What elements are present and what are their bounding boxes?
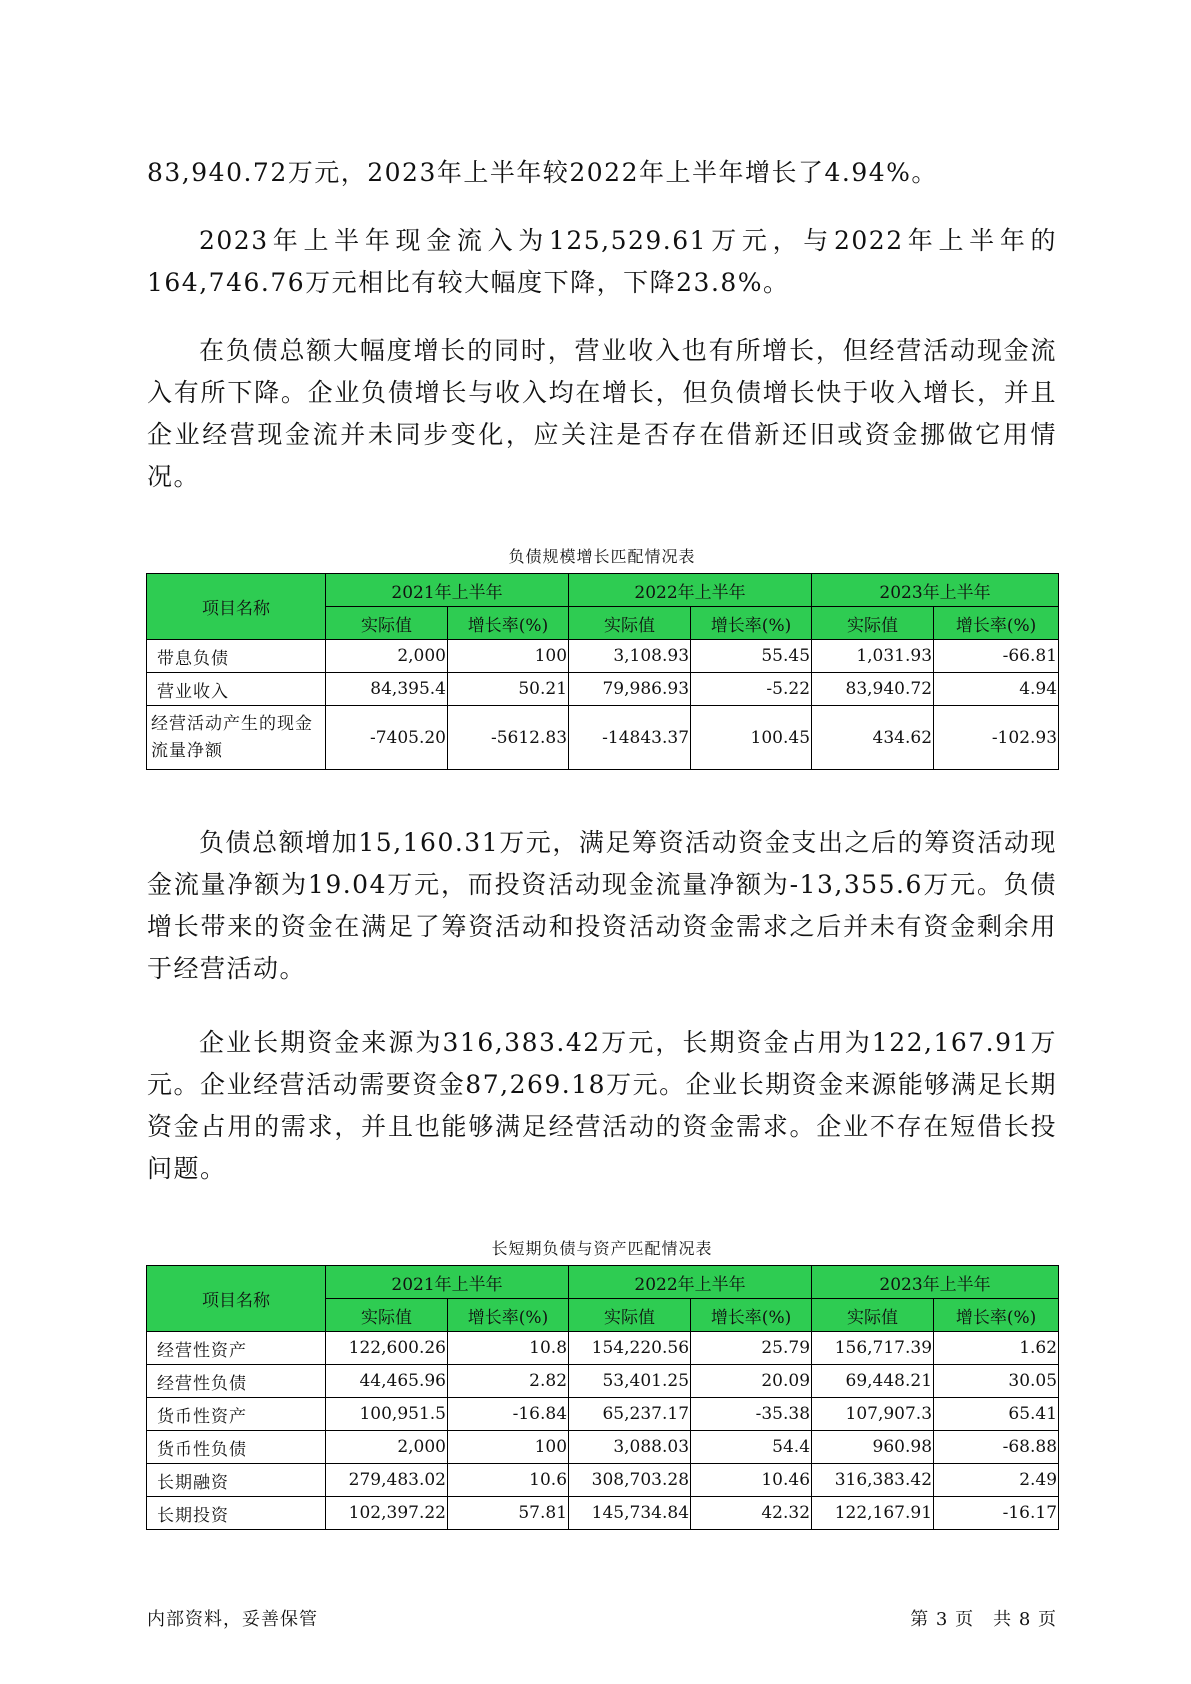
cell-value: 10.46 [691,1464,812,1497]
row-label: 长期投资 [147,1497,326,1530]
cell-value: 10.8 [448,1332,569,1365]
table-row [147,640,1059,673]
debt-growth-table [146,573,1059,770]
header-actual: 实际值 [326,607,448,640]
table-row [147,1365,1059,1398]
cell-value: 308,703.28 [569,1464,691,1497]
cell-value: -66.81 [934,640,1059,673]
row-label: 经营性负债 [147,1365,326,1398]
row-label: 营业收入 [147,673,326,706]
cell-value: 25.79 [691,1332,812,1365]
header-item-name: 项目名称 [147,1266,326,1332]
table2-caption: 长短期负债与资产匹配情况表 [491,1239,713,1258]
cell-value: 2.49 [934,1464,1059,1497]
cell-value: 156,717.39 [812,1332,934,1365]
cell-value: 145,734.84 [569,1497,691,1530]
row-label: 货币性负债 [147,1431,326,1464]
header-year-2022: 2022年上半年 [569,1266,812,1299]
header-year-2023: 2023年上半年 [812,574,1059,607]
paragraph-4: 负债总额增加15,160.31万元，满足筹资活动资金支出之后的筹资活动现金流量净额为19.04万元，而投资活动现金流量净额为-13,355.6万元。负债增长带来的资金在满足了筹资活动和投资活动资金需求之后并未有资金剩余用于经营活动。 [147,828,1057,983]
header-item-name: 项目名称 [147,574,326,640]
debt-asset-match-table [146,1265,1059,1530]
header-growth: 增长率(%) [691,607,812,640]
row-label: 带息负债 [147,640,326,673]
row-label: 经营活动产生的现金流量净额 [147,706,326,770]
cell-value: 69,448.21 [812,1365,934,1398]
paragraph-3: 在负债总额大幅度增长的同时，营业收入也有所增长，但经营活动现金流入有所下降。企业负债增长与收入均在增长，但负债增长快于收入增长，并且企业经营现金流并未同步变化，应关注是否存在借新还旧或资金挪做它用情况。 [147,336,1057,491]
cell-value: 3,108.93 [569,640,691,673]
cell-value: 4.94 [934,673,1059,706]
cell-value: 30.05 [934,1365,1059,1398]
cell-value: 122,600.26 [326,1332,448,1365]
cell-value: 2.82 [448,1365,569,1398]
table-row [147,1431,1059,1464]
header-actual: 实际值 [812,607,934,640]
header-year-2021: 2021年上半年 [326,574,569,607]
header-actual: 实际值 [812,1299,934,1332]
cell-value: 107,907.3 [812,1398,934,1431]
paragraph-2: 2023年上半年现金流入为125,529.61万元，与2022年上半年的164,746.76万元相比有较大幅度下降，下降23.8%。 [147,226,1057,297]
header-growth: 增长率(%) [448,607,569,640]
cell-value: 20.09 [691,1365,812,1398]
table-row [147,1332,1059,1365]
cell-value: -16.17 [934,1497,1059,1530]
cell-value: 122,167.91 [812,1497,934,1530]
cell-value: 83,940.72 [812,673,934,706]
cell-value: 10.6 [448,1464,569,1497]
cell-value: 316,383.42 [812,1464,934,1497]
cell-value: 100 [448,640,569,673]
table1-caption: 负债规模增长匹配情况表 [508,547,696,566]
header-year-2022: 2022年上半年 [569,574,812,607]
header-actual: 实际值 [569,607,691,640]
cell-value: -102.93 [934,706,1059,770]
cell-value: 84,395.4 [326,673,448,706]
cell-value: 154,220.56 [569,1332,691,1365]
cell-value: 65.41 [934,1398,1059,1431]
row-label: 长期融资 [147,1464,326,1497]
cell-value: -5.22 [691,673,812,706]
cell-value: -7405.20 [326,706,448,770]
header-actual: 实际值 [569,1299,691,1332]
cell-value: 2,000 [326,1431,448,1464]
cell-value: 100.45 [691,706,812,770]
cell-value: 279,483.02 [326,1464,448,1497]
cell-value: 57.81 [448,1497,569,1530]
cell-value: -5612.83 [448,706,569,770]
cell-value: 1.62 [934,1332,1059,1365]
cell-value: 2,000 [326,640,448,673]
cell-value: 1,031.93 [812,640,934,673]
cell-value: -16.84 [448,1398,569,1431]
table-row [147,1464,1059,1497]
cell-value: 53,401.25 [569,1365,691,1398]
footer-page-number: 第 3 页 共 8 页 [910,1609,1057,1630]
header-actual: 实际值 [326,1299,448,1332]
header-growth: 增长率(%) [934,1299,1059,1332]
header-growth: 增长率(%) [934,607,1059,640]
cell-value: 44,465.96 [326,1365,448,1398]
cell-value: 960.98 [812,1431,934,1464]
row-label: 经营性资产 [147,1332,326,1365]
cell-value: 54.4 [691,1431,812,1464]
cell-value: 50.21 [448,673,569,706]
cell-value: 102,397.22 [326,1497,448,1530]
paragraph-1: 83,940.72万元，2023年上半年较2022年上半年增长了4.94%。 [147,158,938,187]
table-row [147,706,1059,770]
table-row [147,673,1059,706]
header-growth: 增长率(%) [448,1299,569,1332]
cell-value: -35.38 [691,1398,812,1431]
header-growth: 增长率(%) [691,1299,812,1332]
cell-value: -68.88 [934,1431,1059,1464]
cell-value: 434.62 [812,706,934,770]
paragraph-5: 企业长期资金来源为316,383.42万元，长期资金占用为122,167.91万元。企业经营活动需要资金87,269.18万元。企业长期资金来源能够满足长期资金占用的需求，并且也能够满足经营活动的资金需求。企业不存在短借长投问题。 [147,1028,1057,1183]
cell-value: 3,088.03 [569,1431,691,1464]
header-year-2021: 2021年上半年 [326,1266,569,1299]
table-row [147,1497,1059,1530]
cell-value: 79,986.93 [569,673,691,706]
cell-value: 55.45 [691,640,812,673]
header-year-2023: 2023年上半年 [812,1266,1059,1299]
cell-value: -14843.37 [569,706,691,770]
table-row [147,1398,1059,1431]
footer-confidential-note: 内部资料，妥善保管 [147,1609,318,1630]
cell-value: 65,237.17 [569,1398,691,1431]
cell-value: 100 [448,1431,569,1464]
row-label: 货币性资产 [147,1398,326,1431]
cell-value: 100,951.5 [326,1398,448,1431]
cell-value: 42.32 [691,1497,812,1530]
